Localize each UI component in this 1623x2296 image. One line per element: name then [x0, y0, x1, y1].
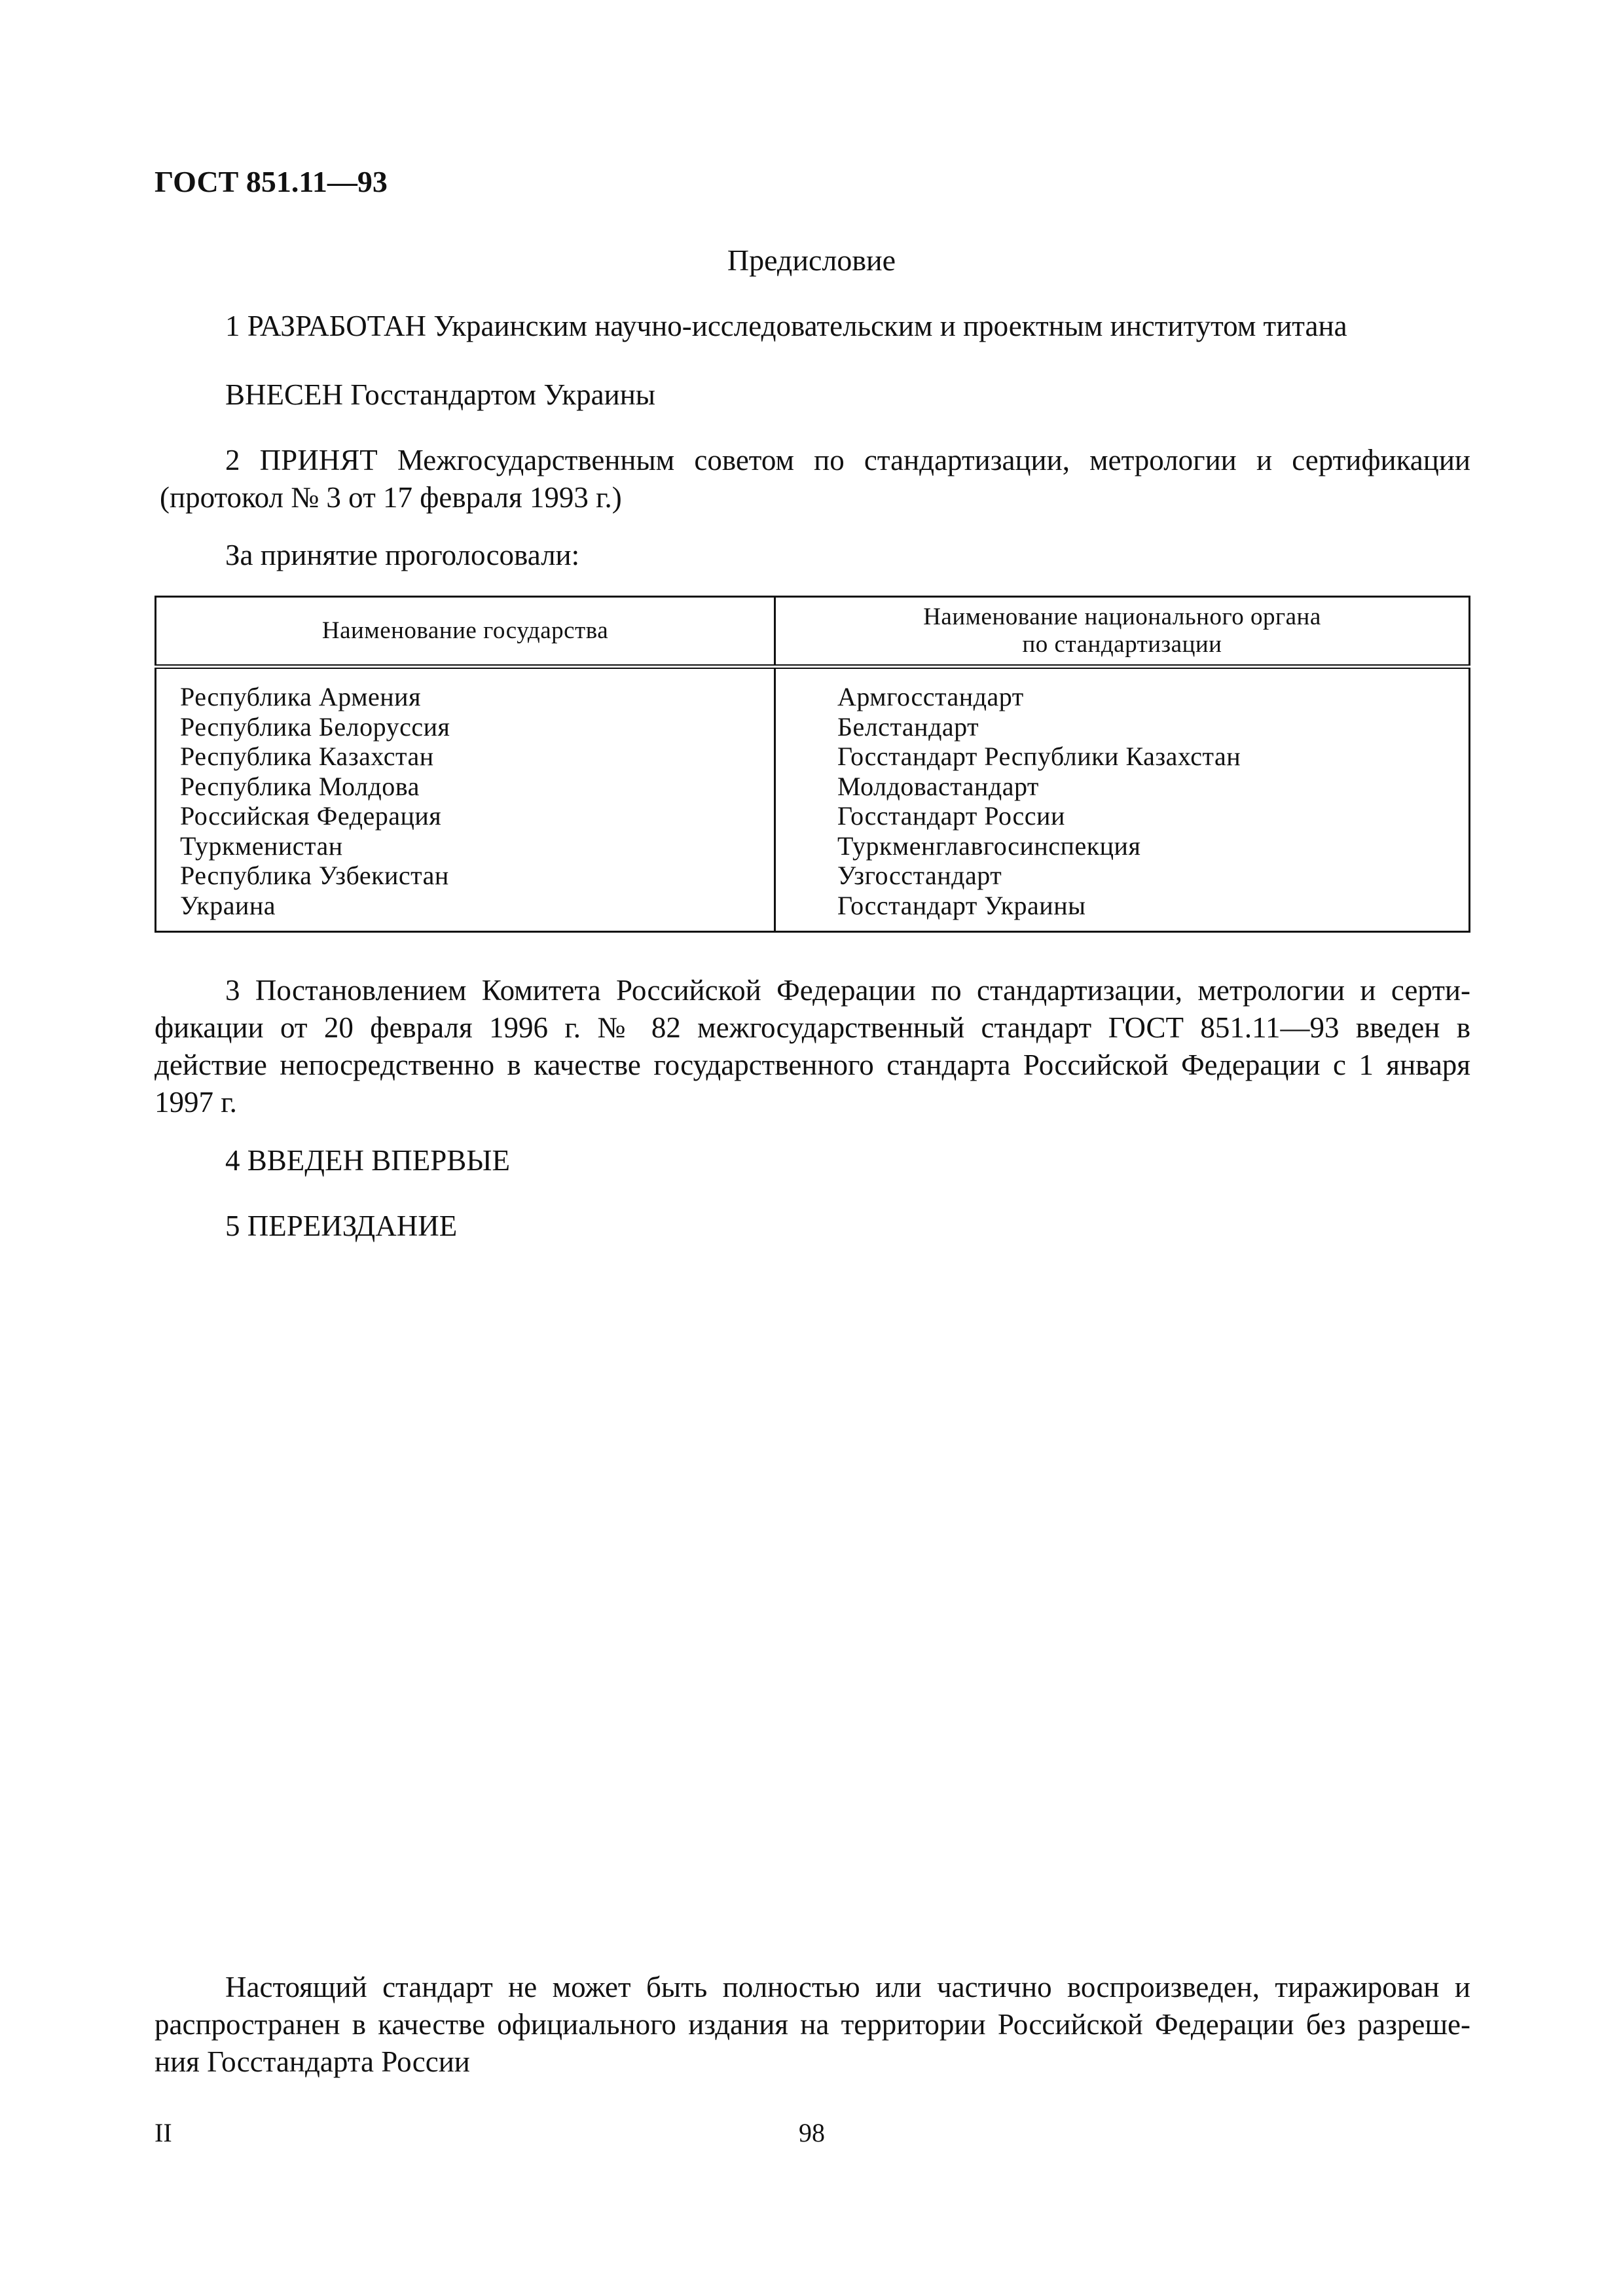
document-code: ГОСТ 851.11—93 — [155, 165, 388, 198]
state-name: Республика Молдова — [180, 771, 420, 801]
table-row — [156, 667, 1470, 932]
national-body-name: Госстандарт Украины — [837, 890, 1086, 920]
preface-title: Предисловие — [727, 243, 896, 277]
state-name: Республика Узбекистан — [180, 861, 449, 890]
voting-table — [155, 596, 1470, 933]
header-national-body: Наименование национального органа по стандартизации — [775, 597, 1470, 667]
item-2-line-1: 2 ПРИНЯТ Межгосударственным советом по стандартизации, метрологии и сертификации — [225, 444, 1470, 476]
page-number: 98 — [799, 2118, 825, 2147]
national-body-name: Молдовастандарт — [837, 771, 1039, 801]
state-column — [156, 667, 775, 932]
state-name: Российская Федерация — [180, 801, 442, 831]
national-body-name: Туркменглавгосинспекция — [837, 831, 1141, 861]
national-body-column — [775, 667, 1470, 932]
item-3-line-2: фикации от 20 февраля 1996 г. № 82 межгосударственный стандарт ГОСТ 851.11—93 введен в — [155, 1011, 1470, 1044]
state-name: Республика Казахстан — [180, 742, 434, 771]
national-body-name: Узгосстандарт — [837, 861, 1002, 890]
national-body-name: Армгосстандарт — [837, 682, 1024, 711]
item-1-submitted: ВНЕСЕН Госстандартом Украины — [225, 378, 656, 411]
copyright-line-1: Настоящий стандарт не может быть полностью или частично воспроизведен, тиражирован и — [225, 1971, 1470, 2003]
item-2-line-2: (протокол № 3 от 17 февраля 1993 г.) — [160, 481, 622, 514]
item-3-resolution — [155, 972, 1470, 1121]
item-1-developed: 1 РАЗРАБОТАН Украинским научно-исследовательским и проектным институтом титана — [225, 310, 1347, 342]
national-body-name: Госстандарт Республики Казахстан — [837, 742, 1241, 771]
item-3-line-3: действие непосредственно в качестве государственного стандарта Российской Федерации с 1 января — [155, 1049, 1470, 1081]
copyright-note — [155, 1969, 1470, 2081]
item-3-line-1: 3 Постановлением Комитета Российской Федерации по стандартизации, метрологии и серти- — [225, 974, 1470, 1007]
state-name: Украина — [180, 890, 276, 920]
item-2-adopted — [155, 442, 1470, 516]
item-5-reissue: 5 ПЕРЕИЗДАНИЕ — [225, 1210, 458, 1242]
state-name: Республика Армения — [180, 682, 421, 711]
header-state: Наименование государства — [156, 597, 775, 667]
national-body-name: Госстандарт России — [837, 801, 1065, 831]
national-body-name: Белстандарт — [837, 711, 979, 742]
state-name: Туркменистан — [180, 831, 343, 861]
roman-page-number: II — [155, 2118, 172, 2147]
copyright-line-3: ния Госстандарта России — [155, 2045, 470, 2078]
copyright-line-2: распространен в качестве официального издания на территории Российской Федерации без разреше- — [155, 2008, 1470, 2041]
state-name: Республика Белоруссия — [180, 711, 450, 742]
table-header-row — [156, 597, 1470, 667]
vote-intro: За принятие проголосовали: — [225, 539, 580, 571]
item-3-line-4: 1997 г. — [155, 1086, 237, 1119]
item-4-first-introduced: 4 ВВЕДЕН ВПЕРВЫЕ — [225, 1144, 510, 1177]
